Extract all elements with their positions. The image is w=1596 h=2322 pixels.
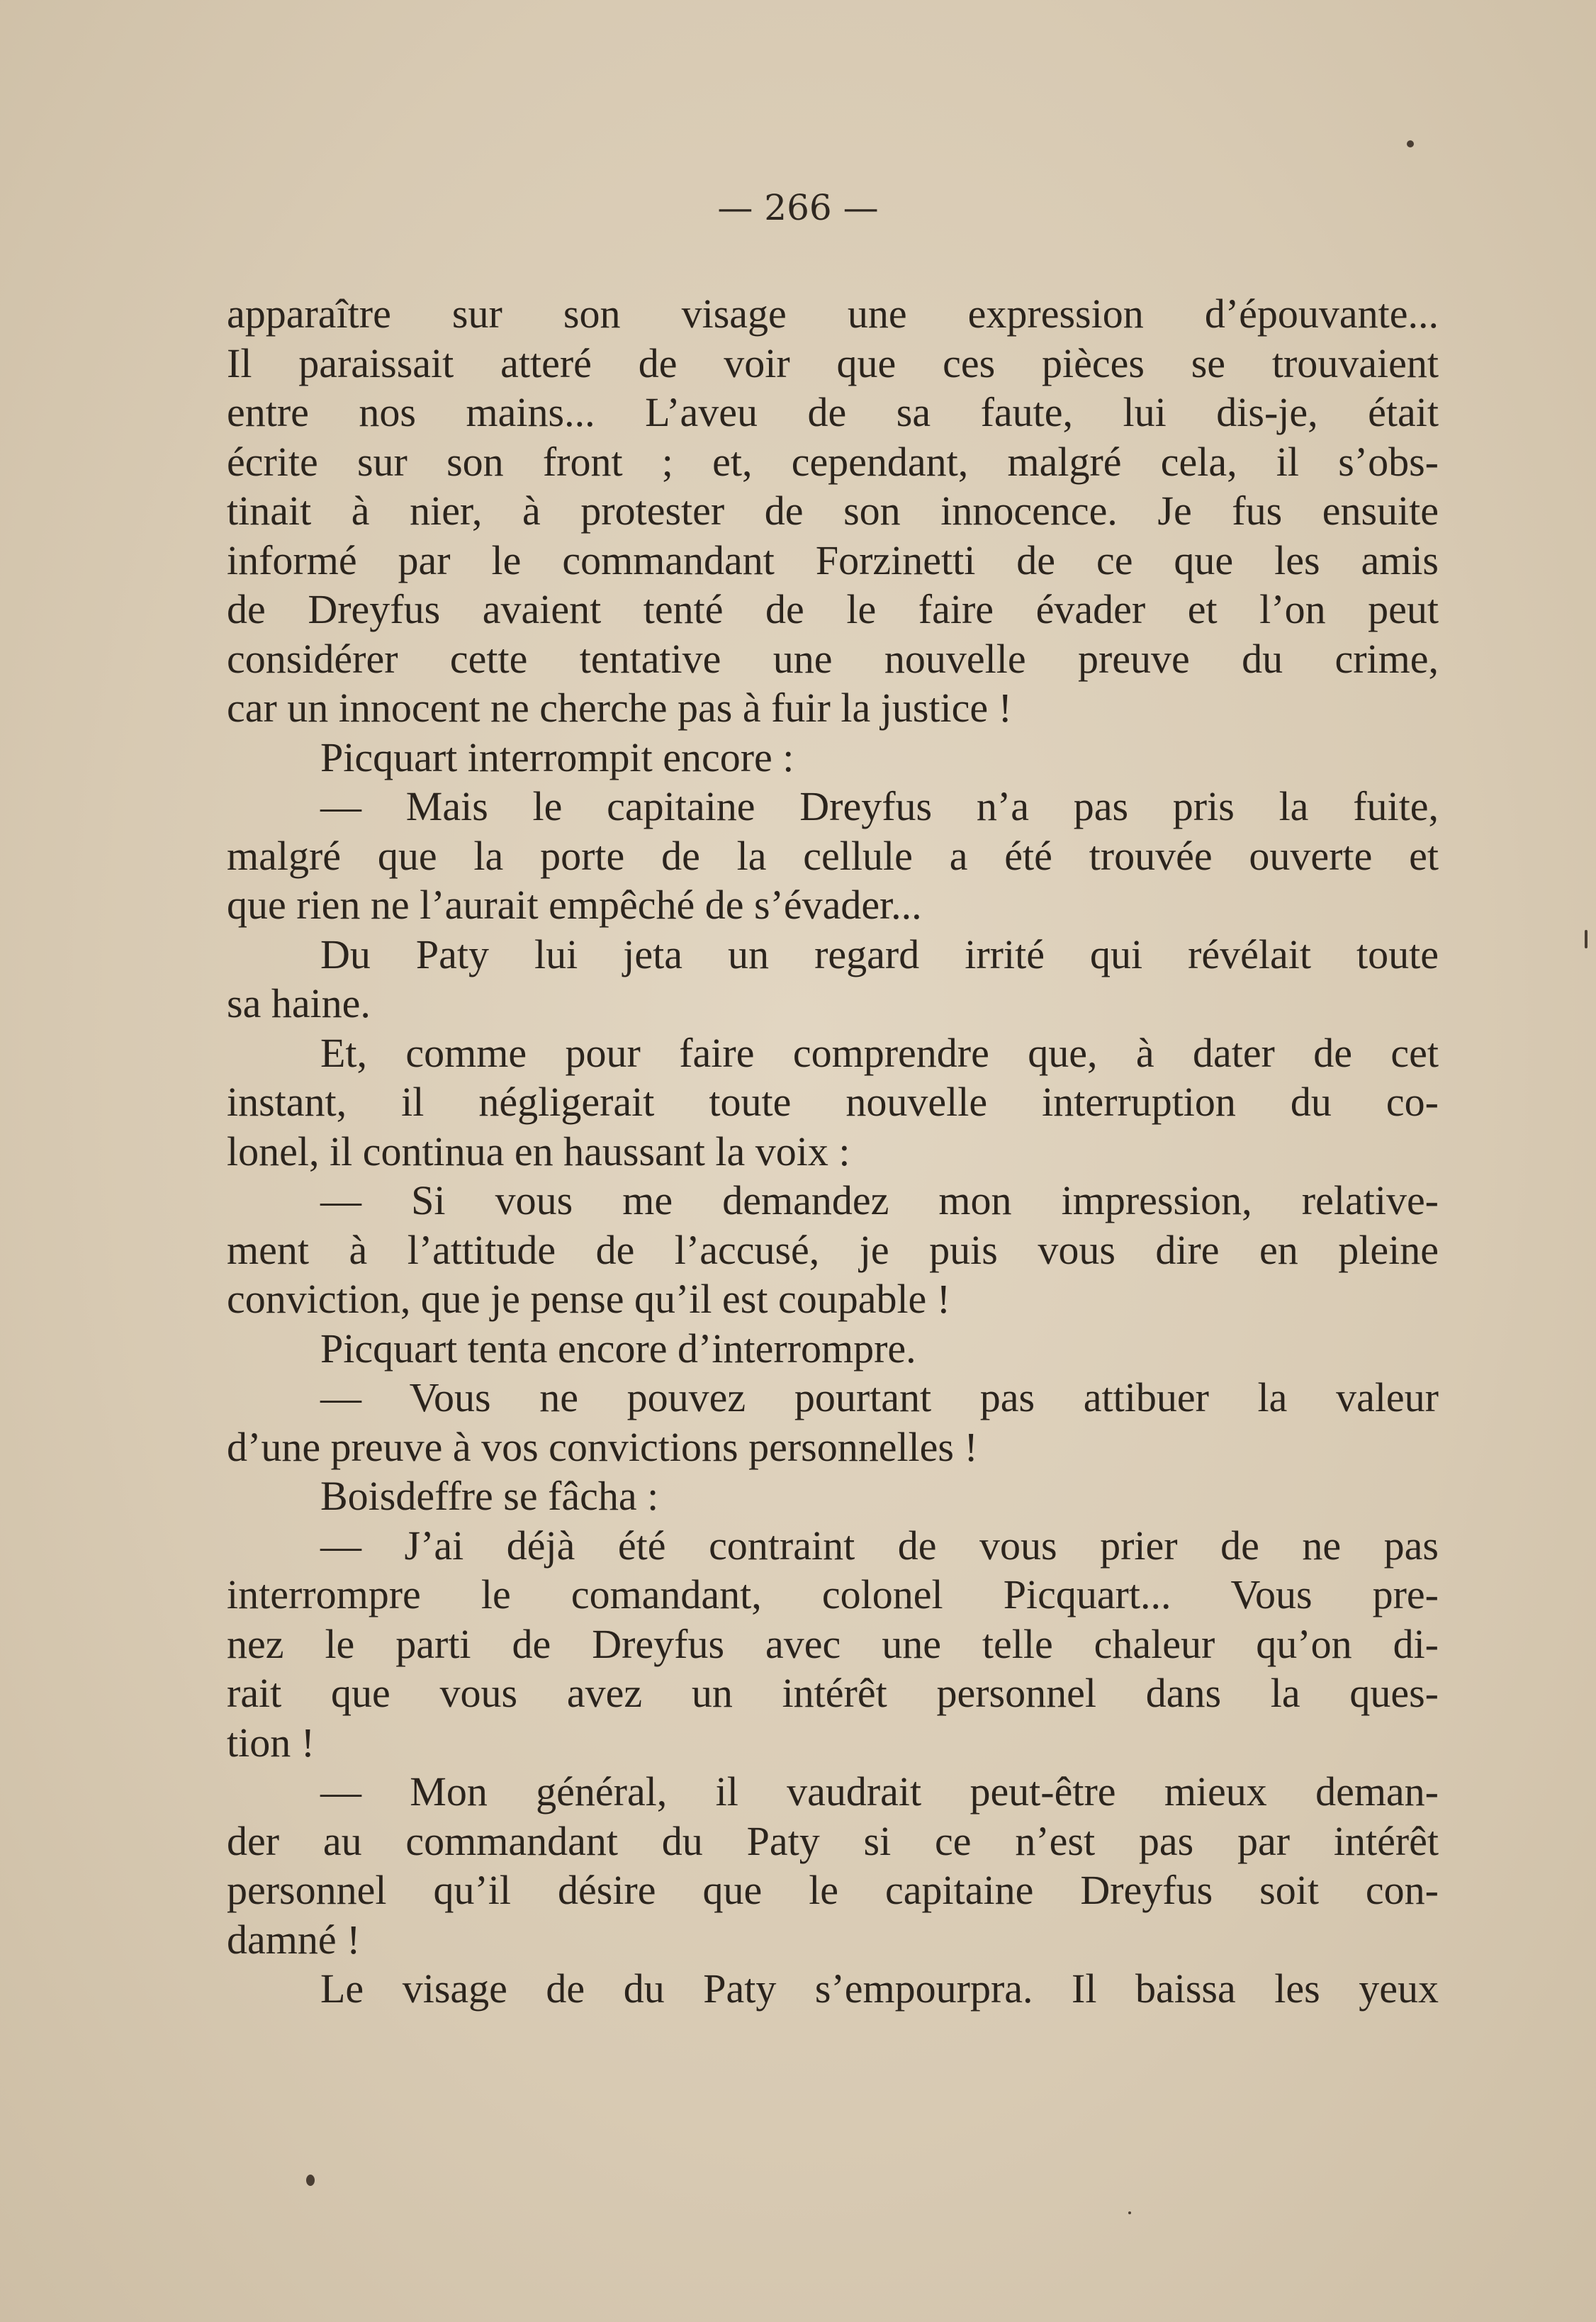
text-line: Il paraissait atteré de voir que ces pièces se trouvaient (227, 340, 1439, 386)
text-line: que rien ne l’aurait empêché de s’évader... (227, 882, 922, 928)
text-line: malgré que la porte de la cellule a été trouvée ouverte et (227, 832, 1439, 879)
text-line: Et, comme pour faire comprendre que, à dater de cet (320, 1029, 1439, 1076)
text-line: — Mais le capitaine Dreyfus n’a pas pris la fuite, (320, 783, 1439, 829)
text-line: der au commandant du Paty si ce n’est pas par intérêt (227, 1817, 1439, 1864)
text-line: ment à l’attitude de l’accusé, je puis vous dire en pleine (227, 1226, 1439, 1273)
text-line: — Mon général, il vaudrait peut-être mieux deman- (320, 1768, 1439, 1815)
paper-speck (1407, 140, 1414, 147)
text-line: conviction, que je pense qu’il est coupable ! (227, 1276, 951, 1322)
text-line: sa haine. (227, 980, 371, 1026)
text-line: car un innocent ne cherche pas à fuir la justice ! (227, 685, 1012, 731)
text-line: considérer cette tentative une nouvelle preuve du crime, (227, 635, 1439, 682)
text-line: informé par le commandant Forzinetti de ce que les amis (227, 537, 1439, 583)
text-line: de Dreyfus avaient tenté de le faire évader et l’on peut (227, 586, 1439, 632)
paper-speck (1585, 930, 1587, 948)
paper-speck (1128, 2211, 1131, 2214)
text-line: nez le parti de Dreyfus avec une telle chaleur qu’on di- (227, 1620, 1439, 1667)
text-line: écrite sur son front ; et, cependant, malgré cela, il s’obs- (227, 438, 1439, 485)
text-line: Du Paty lui jeta un regard irrité qui révélait toute (320, 931, 1439, 977)
text-line: lonel, il continua en haussant la voix : (227, 1128, 850, 1174)
text-line: tinait à nier, à protester de son innocence. Je fus ensuite (227, 488, 1439, 534)
text-line: Picquart tenta encore d’interrompre. (320, 1325, 916, 1372)
paper-speck (306, 2175, 315, 2186)
text-line: interrompre le comandant, colonel Picquart... Vous pre- (227, 1571, 1439, 1617)
text-line: Boisdeffre se fâcha : (320, 1473, 659, 1519)
page-number: — 266 — (717, 187, 879, 228)
text-line: damné ! (227, 1916, 361, 1963)
text-line: d’une preuve à vos convictions personnelles ! (227, 1423, 978, 1470)
text-line: — J’ai déjà été contraint de vous prier de ne pas (320, 1522, 1439, 1569)
text-line: apparaître sur son visage une expression d’épouvante... (227, 291, 1439, 337)
text-line: — Si vous me demandez mon impression, relative- (320, 1177, 1439, 1223)
text-line: entre nos mains... L’aveu de sa faute, lui dis-je, était (227, 389, 1439, 435)
text-line: instant, il négligerait toute nouvelle interruption du co- (227, 1079, 1439, 1125)
text-line: personnel qu’il désire que le capitaine Dreyfus soit con- (227, 1867, 1439, 1913)
text-line: Le visage de du Paty s’empourpra. Il baissa les yeux (320, 1965, 1439, 2012)
text-line: rait que vous avez un intérêt personnel dans la ques- (227, 1670, 1439, 1716)
text-line: Picquart interrompit encore : (320, 734, 794, 780)
text-line: — Vous ne pouvez pourtant pas attibuer la valeur (320, 1374, 1439, 1420)
body-text (227, 289, 1439, 2014)
text-line: tion ! (227, 1719, 315, 1766)
